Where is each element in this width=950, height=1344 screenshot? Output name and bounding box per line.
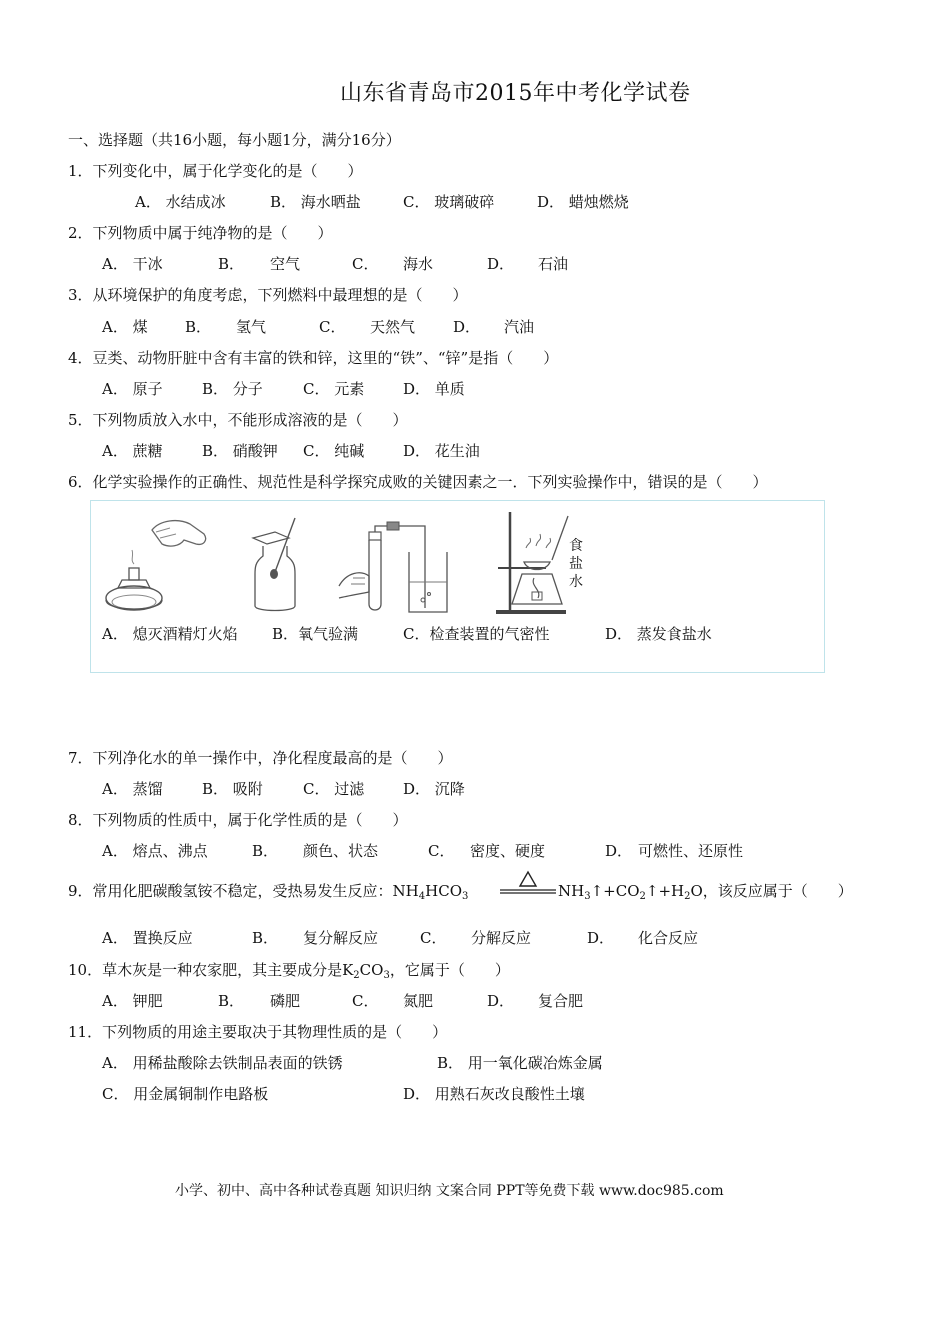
section-heading: 一、选择题（共16小题，每小题1分，满分16分） (68, 131, 401, 149)
q7-option-d: D． 沉降 (403, 780, 465, 798)
q10-option-d-text: 复合肥 (538, 992, 584, 1010)
q6-label-salt-2: 盐 (569, 556, 583, 572)
q6-option-c: C．检查装置的气密性 (403, 625, 550, 643)
q3-option-b-text: 氢气 (236, 318, 267, 336)
q3-option-d-text: 汽油 (504, 318, 535, 336)
q6-option-a: A． 熄灭酒精灯火焰 (102, 625, 238, 643)
q10-option-b-text: 磷肥 (270, 992, 301, 1010)
q9-option-b: B． (252, 929, 279, 947)
airtightness-check-figure (335, 512, 455, 617)
question-9-part2: $NH_3↑+CO_2↑+H_2O$，该反应属于（ ） (558, 882, 853, 902)
page-footer: 小学、初中、高中各种试卷真题 知识归纳 文案合同 PPT等免费下载 www.doc985.com (175, 1183, 724, 1199)
question-10: 10．草木灰是一种农家肥，其主要成分是$K_2CO_3$，它属于（ ） (68, 961, 510, 981)
q9-option-b-text: 复分解反应 (303, 929, 379, 947)
q8-option-b-text: 颜色、状态 (303, 842, 379, 860)
q5-option-c: C． 纯碱 (303, 442, 365, 460)
q6-label-salt-3: 水 (569, 574, 583, 590)
q5-option-d: D． 花生油 (403, 442, 480, 460)
q9-option-d-text: 化合反应 (638, 929, 699, 947)
heat-arrow-icon (498, 868, 558, 898)
q10-option-c: C． (352, 992, 379, 1010)
q10-option-d: D． (487, 992, 515, 1010)
q9-option-c: C． (420, 929, 447, 947)
q1-option-b: B． 海水晒盐 (270, 193, 361, 211)
q8-option-d-text: 可燃性、还原性 (638, 842, 744, 860)
q9-option-c-text: 分解反应 (471, 929, 532, 947)
q2-option-c: C． (352, 255, 379, 273)
q6-label-salt-1: 食 (569, 538, 583, 554)
q8-option-d: D． (605, 842, 633, 860)
page-title: 山东省青岛市2015年中考化学试卷 (340, 81, 691, 106)
q4-option-d: D． 单质 (403, 380, 465, 398)
question-1: 1．下列变化中，属于化学变化的是（ ） (68, 162, 363, 180)
q8-option-c-text: 密度、硬度 (470, 842, 546, 860)
q2-option-a: A． 干冰 (102, 255, 163, 273)
q5-option-b: B． 硝酸钾 (202, 442, 278, 460)
q9-option-d: D． (587, 929, 615, 947)
q1-option-c: C． 玻璃破碎 (403, 193, 495, 211)
q1-option-d: D． 蜡烛燃烧 (537, 193, 629, 211)
q4-option-a: A． 原子 (102, 380, 163, 398)
q2-option-d: D． (487, 255, 515, 273)
question-7: 7．下列净化水的单一操作中，净化程度最高的是（ ） (68, 749, 453, 767)
q6-option-b: B．氧气验满 (272, 625, 359, 643)
q2-option-b: B． (218, 255, 245, 273)
question-4: 4．豆类、动物肝脏中含有丰富的铁和锌，这里的“铁”、“锌”是指（ ） (68, 349, 559, 367)
q10-option-a: A． 钾肥 (102, 992, 163, 1010)
q11-option-c: C． 用金属铜制作电路板 (102, 1085, 269, 1103)
q11-option-a: A． 用稀盐酸除去铁制品表面的铁锈 (102, 1054, 343, 1072)
question-8: 8．下列物质的性质中，属于化学性质的是（ ） (68, 811, 408, 829)
q8-option-b: B． (252, 842, 279, 860)
q10-option-c-text: 氮肥 (403, 992, 434, 1010)
evaporation-figure (490, 508, 570, 618)
q5-option-a: A． 蔗糖 (102, 442, 163, 460)
q9-option-a: A． 置换反应 (102, 929, 193, 947)
alcohol-lamp-figure (100, 512, 220, 617)
question-5: 5．下列物质放入水中，不能形成溶液的是（ ） (68, 411, 408, 429)
question-9-part1: 9．常用化肥碳酸氢铵不稳定，受热易发生反应：$NH_4HCO_3$ (68, 882, 469, 902)
q3-option-d: D． (453, 318, 481, 336)
q6-option-d: D． 蒸发食盐水 (605, 625, 712, 643)
q3-option-c: C． (319, 318, 346, 336)
q8-option-c: C． (428, 842, 455, 860)
question-3: 3．从环境保护的角度考虑，下列燃料中最理想的是（ ） (68, 286, 468, 304)
q2-option-d-text: 石油 (538, 255, 569, 273)
q2-option-b-text: 空气 (270, 255, 301, 273)
q8-option-a: A． 熔点、沸点 (102, 842, 208, 860)
question-2: 2．下列物质中属于纯净物的是（ ） (68, 224, 333, 242)
q7-option-a: A． 蒸馏 (102, 780, 163, 798)
question-6: 6．化学实验操作的正确性、规范性是科学探究成败的关键因素之一．下列实验操作中，错误的是（ ） (68, 473, 768, 491)
q1-option-a: A． 水结成冰 (135, 193, 226, 211)
q10-option-b: B． (218, 992, 245, 1010)
q4-option-b: B． 分子 (202, 380, 263, 398)
q7-option-b: B． 吸附 (202, 780, 263, 798)
q11-option-b: B． 用一氧化碳冶炼金属 (437, 1054, 603, 1072)
q7-option-c: C． 过滤 (303, 780, 365, 798)
q3-option-a: A． 煤 (102, 318, 148, 336)
q2-option-c-text: 海水 (403, 255, 434, 273)
q4-option-c: C． 元素 (303, 380, 365, 398)
q3-option-b: B． (185, 318, 212, 336)
q11-option-d: D． 用熟石灰改良酸性土壤 (403, 1085, 585, 1103)
q3-option-c-text: 天然气 (370, 318, 416, 336)
question-11: 11．下列物质的用途主要取决于其物理性质的是（ ） (68, 1023, 448, 1041)
oxygen-bottle-figure (245, 512, 315, 617)
